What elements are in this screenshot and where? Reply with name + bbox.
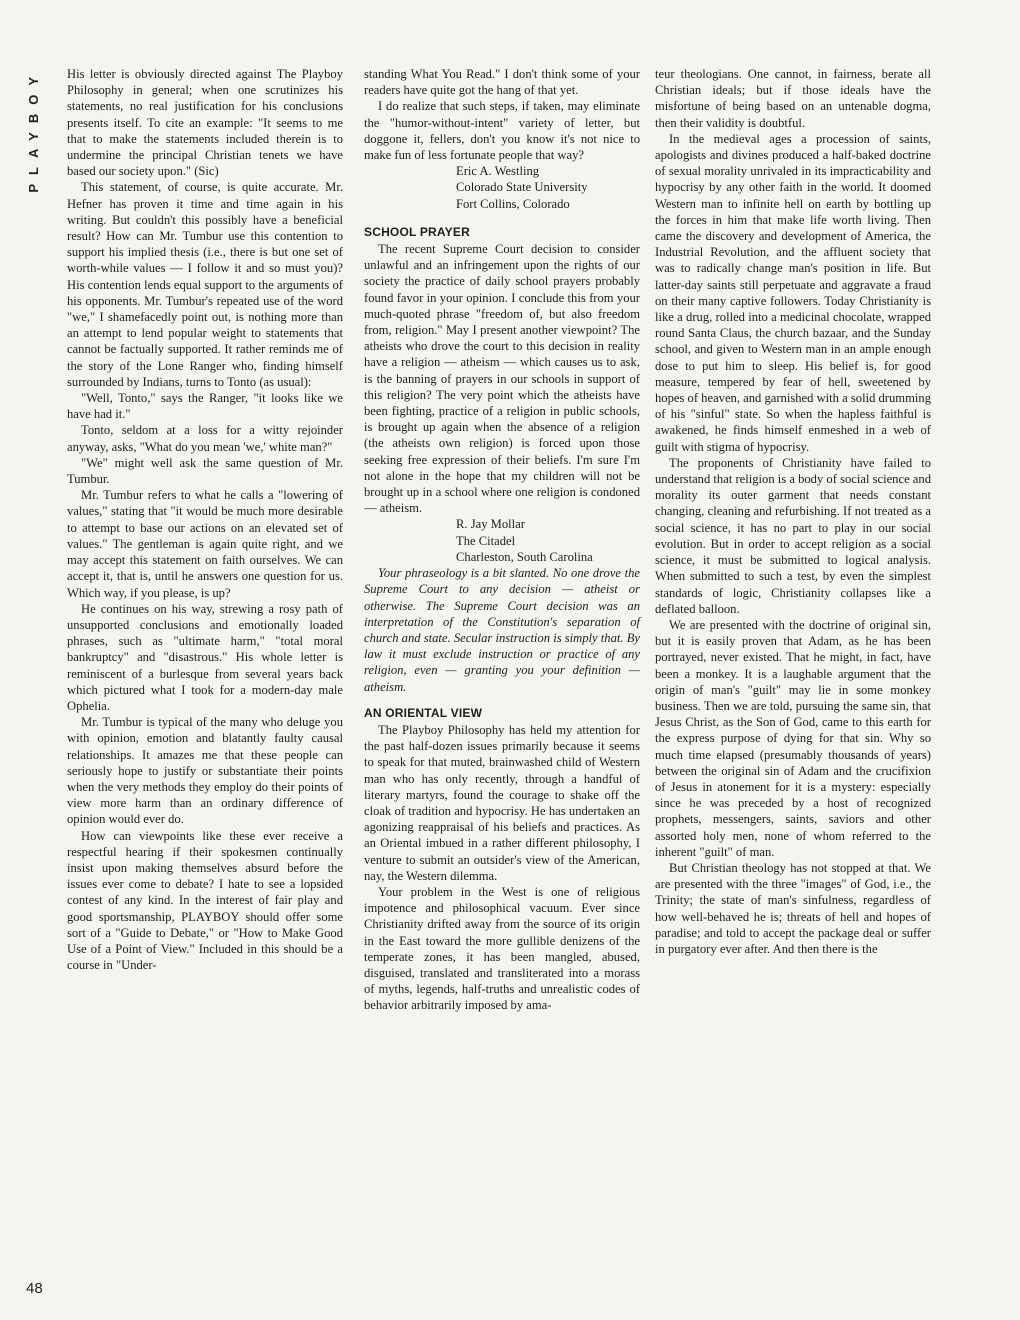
paragraph: "Well, Tonto," says the Ranger, "it looks like we have had it." — [67, 391, 343, 422]
paragraph: We are presented with the doctrine of original sin, but it is easily proven that Adam, as he has been portrayed, never existed. That he might, in fact, have been a monkey. It is a laughable argument that the origin of man's "guilt" may lie in some monkey business. Then we are told, pursuing the same sin, that Jesus Christ, as the Son of God, came to this earth for the express purpose of dying for that sin. Why so much time elapsed (presumably thousands of years) between the original sin of Adam and the crucifixion of Jesus in atonement for it is a mystery: especially since he was preceded by a host of recognized prophets, messengers, saints, saviors and other assorted holy men, none of whom referred to the inherent "guilt" of man. — [655, 617, 931, 859]
paragraph: In the medieval ages a procession of saints, apologists and divines produced a half-baked doctrine of sexual morality unrivaled in its impracticability and hypocrisy by any other faith in the world. It doomed Western man to infinite hell on earth by bottling up the forces in him that make life worth living. Then came the discovery and development of America, the Industrial Revolution, and the affluent society that was to radically change man's position in life. But latter-day saints still perpetuate and aggravate a fraud on their many captive followers. Today Christianity is like a drug, rolled into a medicinal chocolate, wrapped round Santa Claus, the church bazaar, and the Sunday school, and given to Western man in an ample enough dose to put him to sleep. His belief is, for good measure, tempered by fear of hell, sweetened by hopes of heaven, and garnished with a solid drumming of his "sinful" state. So when the hapless faithful is awakened, he finds himself enmeshed in a web of guilt with stigma of hypocrisy. — [655, 131, 931, 454]
paragraph: I do realize that such steps, if taken, may eliminate the "humor-without-intent" variety of letter, but doggone it, fellers, don't you know it's not nice to make fun of less fortunate people that way? — [364, 99, 640, 163]
paragraph: Mr. Tumbur refers to what he calls a "lowering of values," stating that "it would be much more desirable to attempt to base our actions on an elevated set of values." The gentleman is again quite right, and we may accept this statement on faith ourselves. We can accept it, that is, until he answers one question for us. Which way, if you please, is up? — [67, 488, 343, 600]
signature-location: Fort Collins, Colorado — [456, 196, 570, 211]
paragraph: But Christian theology has not stopped at that. We are presented with the three "images" of God, i.e., the Trinity; the state of man's sinfulness, regardless of how well-behaved he is; threats of hell and hopes of paradise; and told to accept the package deal or suffer in purgatory ever after. And then there is the — [655, 860, 931, 956]
paragraph: teur theologians. One cannot, in fairness, berate all Christian ideals; but if those ideals have the misfortune of being based on an untenable dogma, then their validity is doubtful. — [655, 67, 931, 130]
paragraph: This statement, of course, is quite accurate. Mr. Hefner has proven it time and time again in his writing. But couldn't this possibly have a beneficial result? How can Mr. Tumbur use this contention to support his implied thesis (i.e., there is but one set of worth-while values — I follow it and so must you)? His contention lends equal support to the arguments of his opponents. Mr. Tumbur's repeated use of the word "we," I shamefacedly point out, is nothing more than an attempt to lend popular weight to statements that cannot be factually supported. It rather reminds me of the story of the Lone Ranger who, finding himself surrounded by Indians, turns to Tonto (as usual): — [67, 180, 343, 389]
paragraph: The proponents of Christianity have failed to understand that religion is a body of social science and morality its outer garment that needs constant changing, cleaning and refurbishing. If not treated as a social science, it has no part to play in our social evolution. But in order to accept religion as a social science, it must be submitted to logical analysis. When submitted to such a test, by even the simplest standards of logic, Christianity collapses like a deflated balloon. — [655, 455, 931, 616]
paragraph: Mr. Tumbur is typical of the many who deluge you with opinion, emotion and blatantly faulty causal relationships. It amazes me that these people can seriously hope to justify or substantiate their points when the very methods they employ do their points of view more harm than an ordinary difference of opinion would ever do. — [67, 715, 343, 827]
letter-signature — [364, 163, 640, 212]
signature-affiliation: The Citadel — [456, 533, 516, 548]
page-number: 48 — [26, 1280, 43, 1297]
signature-location: Charleston, South Carolina — [456, 549, 593, 564]
editor-reply: Your phraseology is a bit slanted. No one drove the Supreme Court to any decision — atheist or otherwise. The Supreme Court decision was an interpretation of the Constitution's separation of church and state. Secular instruction is simply that. By law it must exclude instruction or practice of any religion, even — granting you your definition — atheism. — [364, 566, 640, 694]
signature-affiliation: Colorado State University — [456, 180, 588, 195]
section-heading-school-prayer: SCHOOL PRAYER — [364, 224, 470, 239]
paragraph: How can viewpoints like these ever receive a respectful hearing if their spokesmen continually insist upon making themselves absurd before the issues ever come to debate? I hate to see a lopsided contest of any kind. In the interest of fair play and good sportsmanship, PLAYBOY should offer some sort of a "Guide to Debate," or "How to Make Good Use of a Point of View." Included in this should be a course in "Under- — [67, 828, 343, 973]
paragraph: standing What You Read." I don't think some of your readers have quite got the hang of that yet. — [364, 67, 640, 98]
paragraph: His letter is obviously directed against The Playboy Philosophy in general; when one scrutinizes his statements, no real justification for his conclusions presents itself. To cite an example: "It seems to me that to make the statements included therein is to undermine the principal Christian tenets we have based our society upon." (Sic) — [67, 67, 343, 179]
section-heading-oriental-view: AN ORIENTAL VIEW — [364, 705, 483, 720]
paragraph: "We" might well ask the same question of Mr. Tumbur. — [67, 455, 343, 487]
letter-signature — [364, 516, 640, 565]
column-1 — [67, 66, 343, 973]
paragraph: Your problem in the West is one of religious impotence and philosophical vacuum. Ever since Christianity drifted away from the source of its origin in the East toward the more gullible denizens of the temperate zones, it has been mangled, abused, disguised, translated and transliterated into a morass of myths, legends, half-truths and unrealistic codes of behavior arbitrarily imposed by ama- — [364, 884, 640, 1013]
column-2 — [364, 66, 640, 1014]
paragraph: Tonto, seldom at a loss for a witty rejoinder anyway, asks, "What do you mean 'we,' white man?" — [67, 423, 343, 454]
signature-name: Eric A. Westling — [456, 164, 540, 179]
column-3 — [655, 66, 931, 957]
signature-name: R. Jay Mollar — [456, 517, 525, 532]
paragraph: The recent Supreme Court decision to consider unlawful and an infringement upon the rights of our society the practice of daily school prayers probably found favor in your opinion. I conclude this from your much-quoted phrase "freedom of, but also freedom from, religion." May I present another viewpoint? The atheists who drove the court to this decision in reality have a religion — atheism — which causes us to ask, is the banning of prayers in our schools in support of this religion? The very point which the atheists have been fighting, practice of a religion in public schools, is brought up again when the absence of a religion (the atheists own religion) is forced upon those seeking free expression of their beliefs. I'm sure I'm not alone in the hope that my children will not be brought up in a school where one religion is condoned — atheism. — [364, 242, 640, 516]
magazine-side-brand: PLAYBOY — [26, 68, 41, 193]
paragraph: He continues on his way, strewing a rosy path of unsupported conclusions and emotionally loaded phrases, such as "ultimate harm," "total moral bankruptcy" and "disastrous." His whole letter is reminiscent of a burlesque from several years back which pictured what I took for a modern-day male Ophelia. — [67, 601, 343, 713]
paragraph: The Playboy Philosophy has held my attention for the past half-dozen issues primarily because it seems to speak for that muted, brainwashed child of Western man who has only recently, through a handful of literary martyrs, found the courage to shake off the cloak of tradition and hypocrisy. He has undertaken an agonizing reappraisal of his beliefs and practices. As an Oriental imbued in a rather different philosophy, I venture to submit an outsider's view of the American, nay, the Western dilemma. — [364, 722, 640, 883]
